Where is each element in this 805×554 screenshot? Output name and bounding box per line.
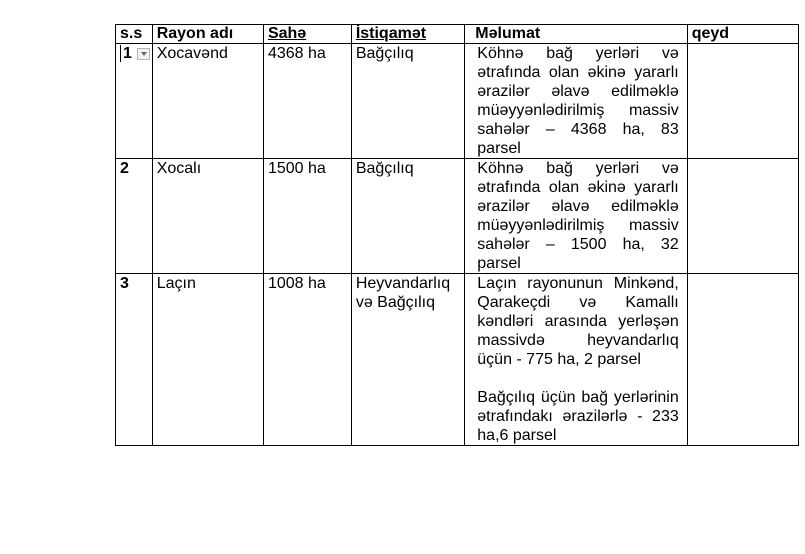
table-row [116,159,799,274]
table-row [116,274,799,446]
qeyd-cell [687,159,798,274]
melumat-paragraph: Laçın rayonunun Minkənd, Qarakeçdi və Kamallı kəndləri arasında yerləşən massivdə heyvandarlıq üçün - 775 ha, 2 parsel [477,275,679,368]
qeyd-cell [687,44,798,159]
melumat-cell [465,44,687,159]
row-number: 1 [123,45,132,62]
qeyd-cell [687,274,798,446]
rayon-cell: Xocalı [152,159,263,274]
rayon-cell: Xocavənd [152,44,263,159]
dropdown-arrow-icon[interactable] [137,48,150,60]
row-number-cell: 2 [116,159,153,274]
table-row [116,44,799,159]
row-number-cell: 3 [116,274,153,446]
header-rayon: Rayon adı [152,25,263,44]
sahe-cell: 1500 ha [263,159,351,274]
istiqamet-cell: Bağçılıq [351,159,464,274]
row-marker [120,44,150,63]
istiqamet-cell: Bağçılıq [351,44,464,159]
melumat-paragraph: Köhnə bağ yerləri və ətrafında olan əkinə yararlı ərazilər əlavə edilməklə müəyyənlədirilmiş massiv sahələr – 1500 ha, 32 parsel [477,160,679,272]
header-qeyd: qeyd [687,25,798,44]
istiqamet-cell: Heyvandarlıq və Bağçılıq [351,274,464,446]
rayon-cell: Laçın [152,274,263,446]
header-melumat: Məlumat [465,25,687,44]
melumat-cell [465,159,687,274]
melumat-paragraph: Köhnə bağ yerləri və ətrafında olan əkinə yararlı ərazilər əlavə edilməklə müəyyənlədirilmiş massiv sahələr – 4368 ha, 83 parsel [477,45,679,157]
header-ss: s.s [116,25,153,44]
text-cursor [120,45,121,62]
row-number-cell[interactable] [116,44,153,159]
sahe-cell: 1008 ha [263,274,351,446]
header-istiqamet-label: İstiqamət [355,25,427,42]
land-allocation-table [115,24,799,446]
header-istiqamet [351,25,464,44]
sahe-cell: 4368 ha [263,44,351,159]
header-sahe-label: Sahə [267,25,307,42]
table-header-row [116,25,799,44]
melumat-cell [465,274,687,446]
melumat-paragraph: Bağçılıq üçün bağ yerlərinin ətrafındakı ərazilərlə - 233 ha,6 parsel [477,389,679,444]
cropped-heading-remnant [140,0,740,5]
header-sahe [263,25,351,44]
